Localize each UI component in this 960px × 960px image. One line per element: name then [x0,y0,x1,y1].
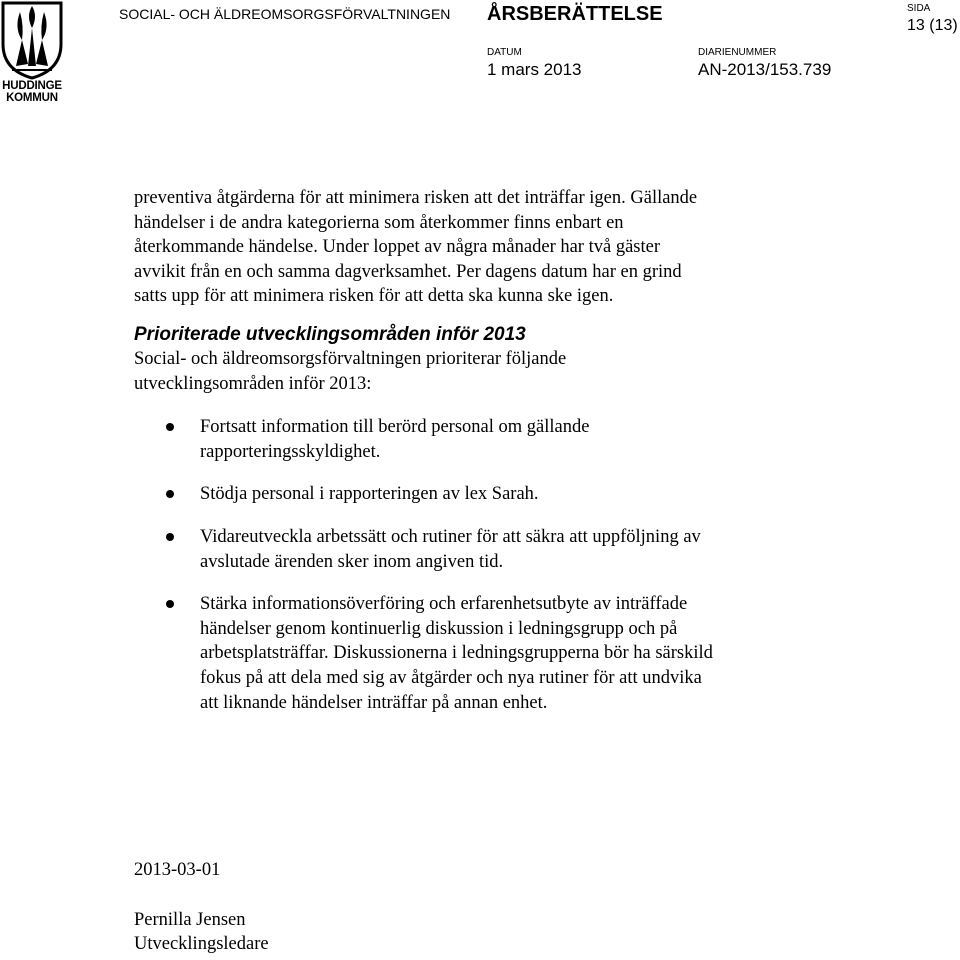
list-item-line: Fortsatt information till berörd personal om gällande [200,417,590,438]
date-label: DATUM [487,47,522,58]
department-name: SOCIAL- OCH ÄLDREOMSORGSFÖRVALTNINGEN [119,6,451,22]
section-heading: Prioriterade utvecklingsområden inför 2013 [134,323,526,345]
signer-title: Utvecklingsledare [134,934,269,954]
logo-text-line-1: HUDDINGE [2,80,62,92]
intro-line: händelser i de andra kategorierna som återkommer finns enbart en [134,212,624,233]
list-item-line: avslutade ärenden sker inom angiven tid. [200,551,504,572]
list-item-line: arbetsplatsträffar. Diskussionerna i ledningsgrupperna bör ha särskild [200,643,713,664]
bullet-icon [166,600,174,608]
list-item [134,525,934,574]
lead-line: utvecklingsområden inför 2013: [134,373,372,394]
intro-line: preventiva åtgärderna för att minimera risken att det inträffar igen. Gällande [134,188,698,208]
lead-line: Social- och äldreomsorgsförvaltningen prioriterar följande [134,348,567,369]
list-item-line: Stödja personal i rapporteringen av lex Sarah. [200,484,539,505]
huddinge-kommun-logo [0,0,64,106]
signer-name: Pernilla Jensen [134,910,246,930]
priority-list [134,415,934,715]
list-item-line: Stärka informationsöverföring och erfarenhetsutbyte av inträffade [200,594,688,615]
list-item [134,592,934,715]
list-item [134,482,934,507]
signature-block [134,908,269,956]
intro-paragraph [134,186,934,309]
intro-line: återkommande händelse. Under loppet av några månader har två gäster [134,237,660,258]
logo-text-line-2: KOMMUN [6,92,58,104]
list-item-line: fokus på att dela med sig av åtgärder och nya rutiner för att undvika [200,667,702,688]
intro-line: avvikit från en och samma dagverksamhet. Per dagens datum har en grind [134,261,682,282]
bullet-icon [166,533,174,541]
bullet-icon [166,423,174,431]
intro-line: satts upp för att minimera risken för att detta ska kunna ske igen. [134,286,614,307]
list-item-line: händelser genom kontinuerlig diskussion i ledningsgrupp och på [200,618,678,639]
document-body [134,186,934,733]
lead-paragraph [134,347,934,396]
date-value: 1 mars 2013 [487,60,582,79]
list-item-line: att liknande händelser inträffar på annan enhet. [200,692,548,713]
list-item-line: Vidareutveckla arbetssätt och rutiner för att säkra att uppföljning av [200,526,701,547]
footer-date: 2013-03-01 [134,860,221,880]
coat-of-arms-icon [0,0,64,80]
registration-number-value: AN-2013/153.739 [698,60,832,79]
list-item-line: rapporteringsskyldighet. [200,441,381,462]
bullet-icon [166,490,174,498]
document-title: ÅRSBERÄTTELSE [487,3,663,25]
page-number: 13 (13) [907,17,958,34]
registration-number-label: DIARIENUMMER [698,47,777,58]
page-label: SIDA [907,3,931,14]
list-item [134,415,934,464]
